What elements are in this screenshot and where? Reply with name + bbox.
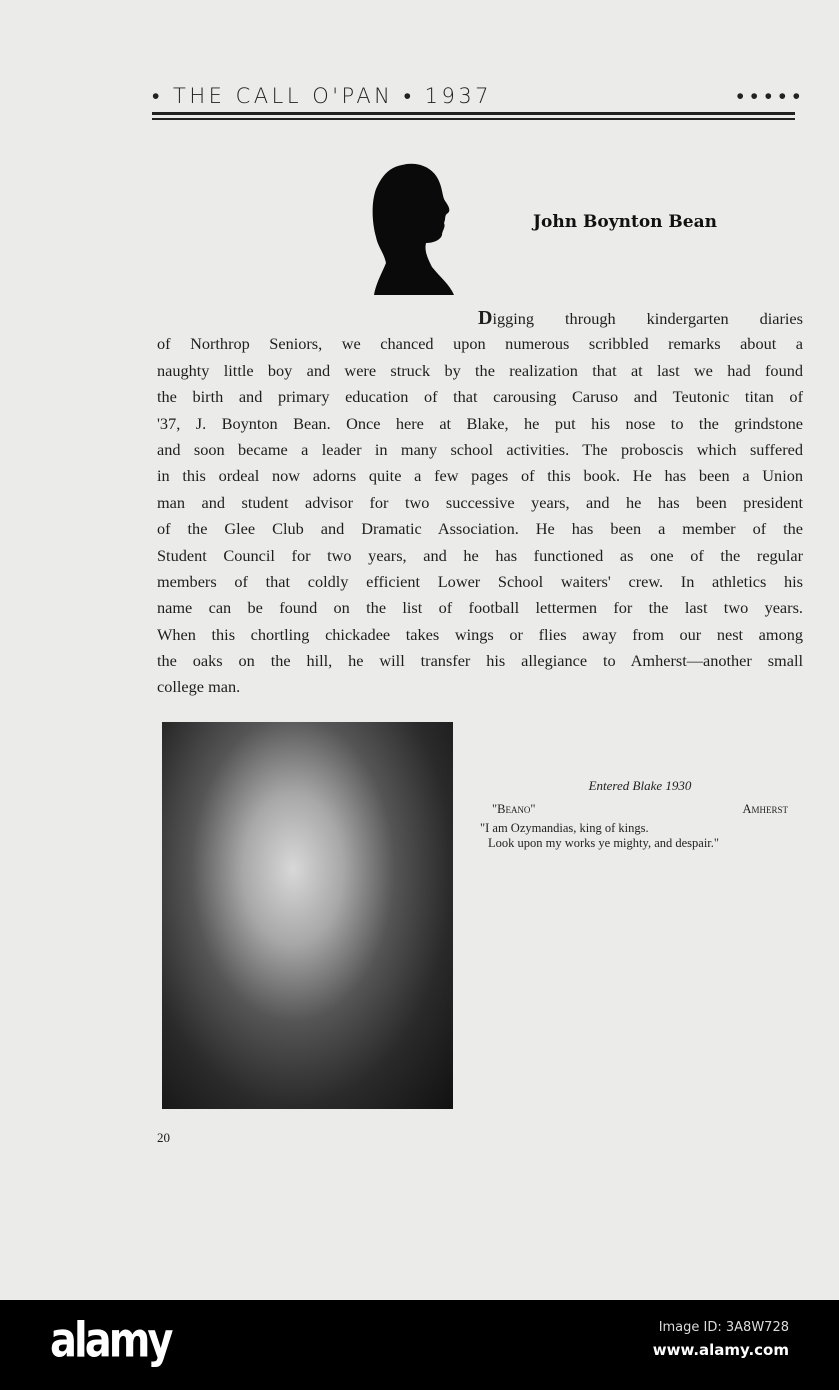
- college: Amherst: [742, 802, 788, 816]
- bio-line: of the Glee Club and Dramatic Association. He has been a member of the: [157, 519, 803, 539]
- bio-line: the oaks on the hill, he will transfer his allegiance to Amherst—another small: [157, 651, 803, 671]
- header-rule: [152, 112, 795, 115]
- page-number: 20: [157, 1130, 170, 1145]
- entered-year: Entered Blake 1930: [588, 778, 692, 793]
- header-title: • THE CALL O'PAN • 1937: [152, 84, 493, 108]
- bio-line: the birth and primary education of that carousing Caruso and Teutonic titan of: [157, 387, 803, 407]
- silhouette-portrait: [372, 163, 456, 297]
- student-name: John Boynton Bean: [533, 212, 717, 232]
- bio-line: college man.: [157, 677, 241, 697]
- header-rule: [152, 118, 795, 120]
- running-header: [152, 84, 800, 109]
- bio-line: members of that coldly efficient Lower School waiters' crew. In athletics his: [157, 571, 803, 591]
- biography: [157, 305, 803, 701]
- image-id: Image ID: 3A8W728: [658, 1320, 789, 1335]
- bio-line: of Northrop Seniors, we chanced upon numerous scribbled remarks about a: [157, 334, 803, 354]
- bio-line: '37, J. Boynton Bean. Once here at Blake, he put his nose to the grindstone: [157, 413, 803, 433]
- bio-line: naughty little boy and were struck by the realization that at last we had found: [157, 360, 803, 380]
- watermark-footer: [0, 1300, 839, 1390]
- bio-line: Digging through kindergarten diaries: [478, 307, 803, 329]
- bio-line: man and student advisor for two successive years, and he has been president: [157, 492, 803, 512]
- bio-line: and soon became a leader in many school activities. The proboscis which suffered: [157, 439, 803, 459]
- bio-line: When this chortling chickadee takes wings or flies away from our nest among: [157, 624, 803, 644]
- bio-line: name can be found on the list of football lettermen for the last two years.: [157, 598, 803, 618]
- site-url: www.alamy.com: [652, 1341, 789, 1359]
- drop-cap: D: [478, 307, 493, 329]
- bio-line: in this ordeal now adorns quite a few pages of this book. He has been a Union: [157, 466, 803, 486]
- student-photo: [162, 722, 453, 1109]
- quote: "I am Ozymandias, king of kings. Look upon my works ye mighty, and despair.": [480, 821, 719, 850]
- bio-line: Student Council for two years, and he has functioned as one of the regular: [157, 545, 803, 565]
- header-dots: • • • • •: [736, 84, 800, 108]
- alamy-logo: alamy: [50, 1313, 171, 1369]
- nickname: "Beano": [492, 802, 536, 816]
- photo-caption: [480, 778, 810, 851]
